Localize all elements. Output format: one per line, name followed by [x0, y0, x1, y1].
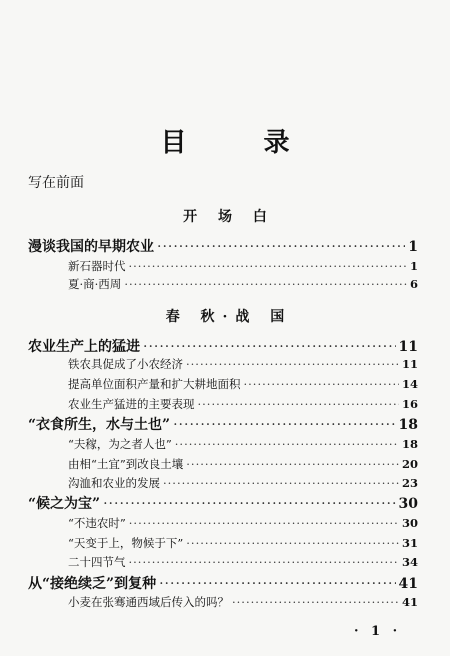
- leader-dots: [186, 357, 399, 371]
- toc-entry: [28, 414, 418, 434]
- toc-entry: [68, 276, 418, 292]
- toc-entry-label: 农业生产上的猛进: [28, 339, 140, 355]
- toc-entry: [68, 554, 418, 570]
- toc-entry-page: 30: [398, 496, 418, 512]
- toc-entry: [28, 336, 418, 356]
- toc-entry-page: 34: [401, 555, 418, 569]
- toc-entry: [28, 573, 418, 593]
- toc-entry-label: “夫稼，为之者人也”: [68, 437, 172, 451]
- section-heading-spring-autumn: 春 秋·战 国: [165, 309, 293, 325]
- toc-entry-page: 11: [401, 357, 418, 371]
- section-heading-opening: 开 场 白: [183, 209, 275, 225]
- toc-entry: [28, 493, 418, 513]
- toc-entry-label: 从“接绝续乏”到复种: [28, 576, 157, 592]
- toc-entry: [68, 515, 418, 531]
- toc-entry-label: 由相“土宜”到改良土壤: [68, 457, 184, 471]
- toc-entry-label: 漫谈我国的早期农业: [28, 239, 154, 255]
- toc-entry-page: 1: [408, 239, 418, 255]
- preface-entry: 写在前面: [28, 175, 84, 191]
- toc-entry-page: 1: [409, 259, 418, 273]
- leader-dots: [186, 536, 399, 550]
- toc-entry-page: 18: [398, 417, 418, 433]
- leader-dots: [173, 417, 395, 433]
- toc-entry-label: 农业生产猛进的主要表现: [68, 397, 195, 411]
- page-number: · 1 ·: [354, 624, 402, 639]
- toc-entry-label: 新石器时代: [68, 259, 126, 273]
- toc-entry-label: “不违农时”: [68, 516, 126, 530]
- toc-entry: [68, 535, 418, 551]
- leader-dots: [198, 397, 399, 411]
- toc-entry-label: 小麦在张骞通西域后传入的吗？: [68, 595, 229, 609]
- toc-entry-page: 14: [401, 377, 418, 391]
- toc-entry: [68, 475, 418, 491]
- toc-entry: [68, 356, 418, 372]
- toc-entry-label: “天变于上，物候于下”: [68, 536, 184, 550]
- leader-dots: [157, 239, 405, 255]
- toc-entry: [68, 594, 418, 610]
- toc-entry-page: 20: [401, 457, 418, 471]
- leader-dots: [103, 496, 395, 512]
- toc-entry-label: 提高单位面积产量和扩大耕地面积: [68, 377, 241, 391]
- leader-dots: [124, 277, 407, 291]
- toc-entry-label: “候之为宝”: [28, 496, 101, 512]
- toc-entry-page: 41: [398, 576, 418, 592]
- toc-entry: [68, 396, 418, 412]
- leader-dots: [163, 476, 399, 490]
- toc-entry: [68, 456, 418, 472]
- toc-entry-page: 18: [401, 437, 418, 451]
- toc-entry: [68, 376, 418, 392]
- toc-entry-page: 11: [398, 339, 418, 355]
- toc-entry-page: 6: [409, 277, 418, 291]
- leader-dots: [129, 555, 399, 569]
- toc-entry: [68, 258, 418, 274]
- toc-entry-page: 23: [401, 476, 418, 490]
- leader-dots: [143, 339, 396, 355]
- leader-dots: [159, 576, 395, 592]
- toc-entry-page: 30: [401, 516, 418, 530]
- page-title: 目 录: [160, 128, 324, 158]
- toc-entry-label: 二十四节气: [68, 555, 126, 569]
- toc-entry: [28, 236, 418, 256]
- leader-dots: [175, 437, 399, 451]
- toc-entry-label: “衣食所生，水与土也”: [28, 417, 171, 433]
- toc-entry-label: 沟洫和农业的发展: [68, 476, 160, 490]
- leader-dots: [244, 377, 399, 391]
- toc-entry-page: 16: [401, 397, 418, 411]
- leader-dots: [232, 595, 399, 609]
- toc-entry-label: 夏·商·西周: [68, 277, 122, 291]
- toc-entry: [68, 436, 418, 452]
- leader-dots: [129, 516, 399, 530]
- toc-entry-label: 铁农具促成了小农经济: [68, 357, 183, 371]
- leader-dots: [129, 259, 407, 273]
- toc-entry-page: 31: [401, 536, 418, 550]
- toc-entry-page: 41: [401, 595, 418, 609]
- leader-dots: [186, 457, 399, 471]
